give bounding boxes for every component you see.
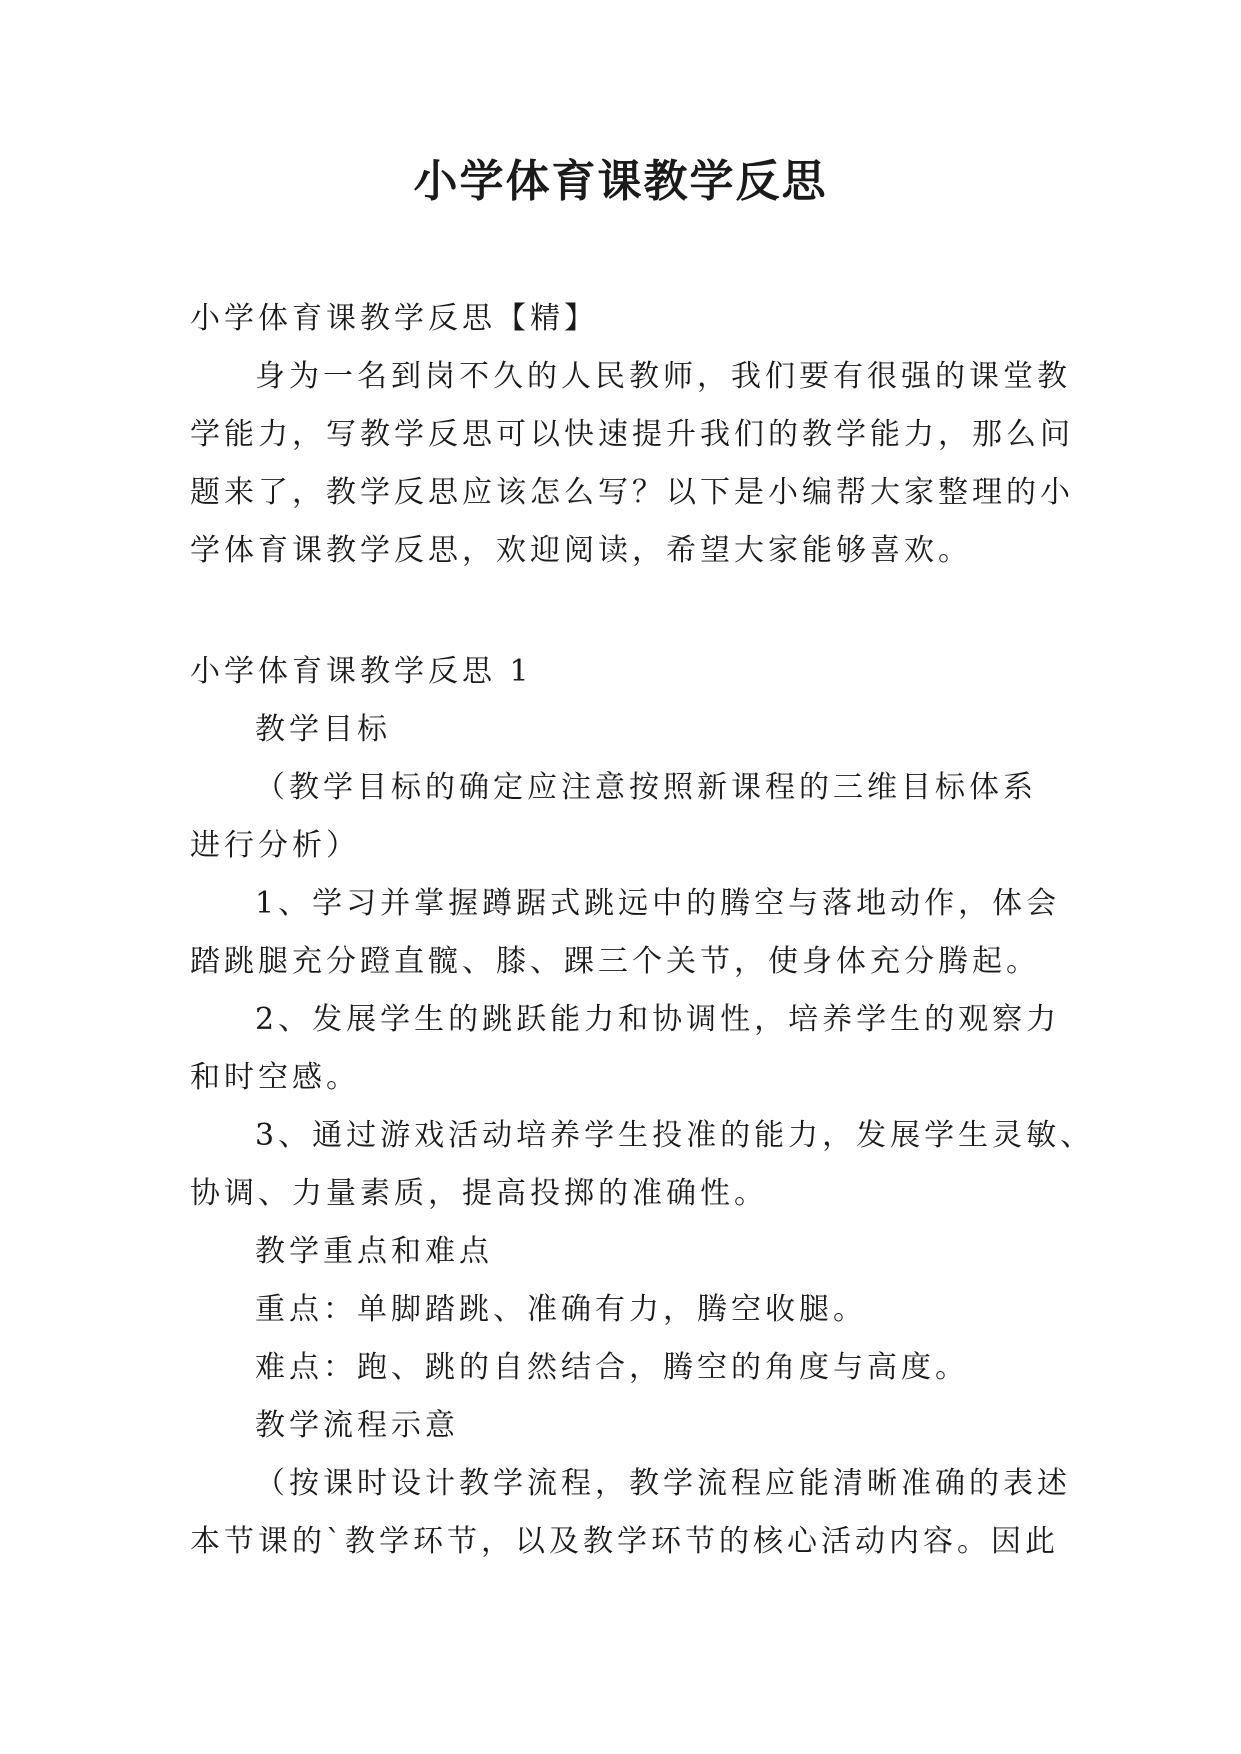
goal-item-3-line: 协调、力量素质，提高投掷的准确性。 [190,1176,768,1211]
intro-paragraph-line: 身为一名到岗不久的人民教师，我们要有很强的课堂教 [255,359,1071,394]
goal-item-3-line: 3、通过游戏活动培养学生投准的能力，发展学生灵敏、 [255,1118,1095,1153]
heading-teaching-goals: 教学目标 [255,712,391,747]
goal-item-1-line: 踏跳腿充分蹬直髋、膝、踝三个关节，使身体充分腾起。 [190,944,1040,979]
key-point-line: 重点：单脚踏跳、准确有力，腾空收腿。 [255,1292,867,1327]
goal-item-2-line: 和时空感。 [190,1060,360,1095]
paragraph-line: （教学目标的确定应注意按照新课程的三维目标体系 [255,770,1037,805]
document-body [190,290,1095,1571]
document-title: 小学体育课教学反思 [413,156,828,207]
intro-paragraph-line: 学能力，写教学反思可以快速提升我们的教学能力，那么问 [190,417,1074,452]
process-paragraph-line: （按课时设计教学流程，教学流程应能清晰准确的表述 [255,1466,1071,1501]
section-heading: 小学体育课教学反思 1 [190,654,533,689]
intro-paragraph-line: 学体育课教学反思，欢迎阅读，希望大家能够喜欢。 [190,533,972,568]
heading-key-points: 教学重点和难点 [255,1234,493,1269]
section-gap [190,580,1050,643]
intro-paragraph-line: 题来了，教学反思应该怎么写？以下是小编帮大家整理的小 [190,475,1074,510]
subtitle-heading: 小学体育课教学反思【精】 [190,301,598,336]
goal-item-2-line: 2、发展学生的跳跃能力和协调性，培养学生的观察力 [255,1002,1061,1037]
difficult-point-line: 难点：跑、跳的自然结合，腾空的角度与高度。 [255,1350,969,1385]
goal-item-1-line: 1、学习并掌握蹲踞式跳远中的腾空与落地动作，体会 [255,886,1061,921]
heading-process: 教学流程示意 [255,1408,459,1443]
paragraph-line: 进行分析） [190,828,360,863]
process-paragraph-line: 本节课的`教学环节，以及教学环节的核心活动内容。因此 [190,1524,1059,1559]
